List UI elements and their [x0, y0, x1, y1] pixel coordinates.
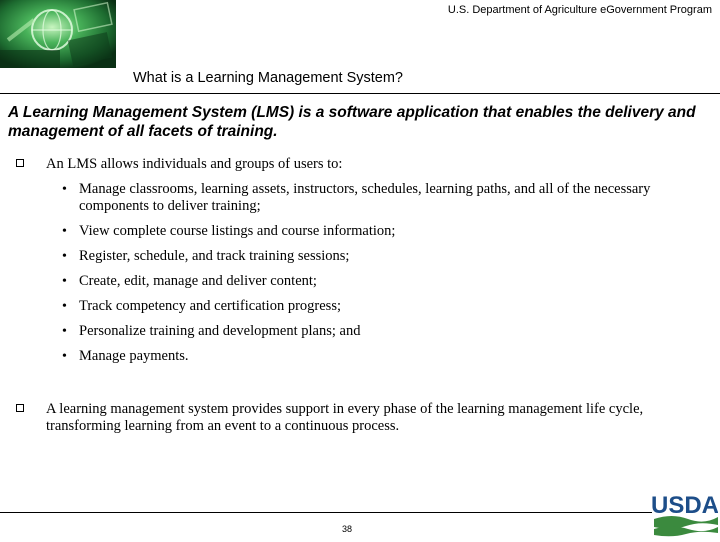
bullet-dot-icon: • — [62, 249, 67, 264]
checkbox-bullet-icon — [16, 404, 24, 412]
list-item: • Personalize training and development plans; and — [62, 323, 361, 339]
program-header: U.S. Department of Agriculture eGovernment Program — [447, 4, 712, 16]
globe-photo-icon — [0, 0, 116, 68]
usda-logo-icon — [652, 489, 718, 537]
page-number: 38 — [342, 524, 353, 534]
list-item: • View complete course listings and course information; — [62, 223, 396, 239]
bullet-dot-icon: • — [62, 224, 67, 239]
bullet-dot-icon: • — [62, 274, 67, 289]
list-item: • Create, edit, manage and deliver content; — [62, 273, 317, 289]
bullet-point-lms-lifecycle — [16, 401, 676, 435]
list-item: • Manage classrooms, learning assets, instructors, schedules, learning paths, and all of the necessary components to deliver training; — [62, 181, 651, 214]
slide-title: What is a Learning Management System? — [133, 70, 403, 86]
header-photo — [0, 0, 116, 68]
bullet-dot-icon: • — [62, 349, 67, 364]
usda-logo-text: USDA — [652, 492, 718, 519]
bullet-dot-icon: • — [62, 324, 67, 339]
bullet-dot-icon: • — [62, 182, 67, 197]
checkbox-bullet-icon — [16, 159, 24, 167]
list-item: • Manage payments. — [62, 348, 189, 364]
bullet-text: A learning management system provides support in every phase of the learning management life cycle, transforming learning from an event to a continuous process. — [46, 401, 644, 434]
usda-logo — [652, 489, 718, 542]
lead-statement: A Learning Management System (LMS) is a software application that enables the delivery and management of all facets of training. — [8, 104, 696, 140]
bullet-dot-icon: • — [62, 299, 67, 314]
list-item: • Track competency and certification progress; — [62, 298, 341, 314]
list-item: • Register, schedule, and track training sessions; — [62, 248, 350, 264]
bullet-text: An LMS allows individuals and groups of users to: — [46, 156, 343, 172]
bullet-point-lms-abilities — [16, 156, 706, 173]
sub-bullet-list — [62, 181, 692, 373]
footer-divider — [0, 512, 652, 513]
title-divider — [0, 93, 720, 94]
